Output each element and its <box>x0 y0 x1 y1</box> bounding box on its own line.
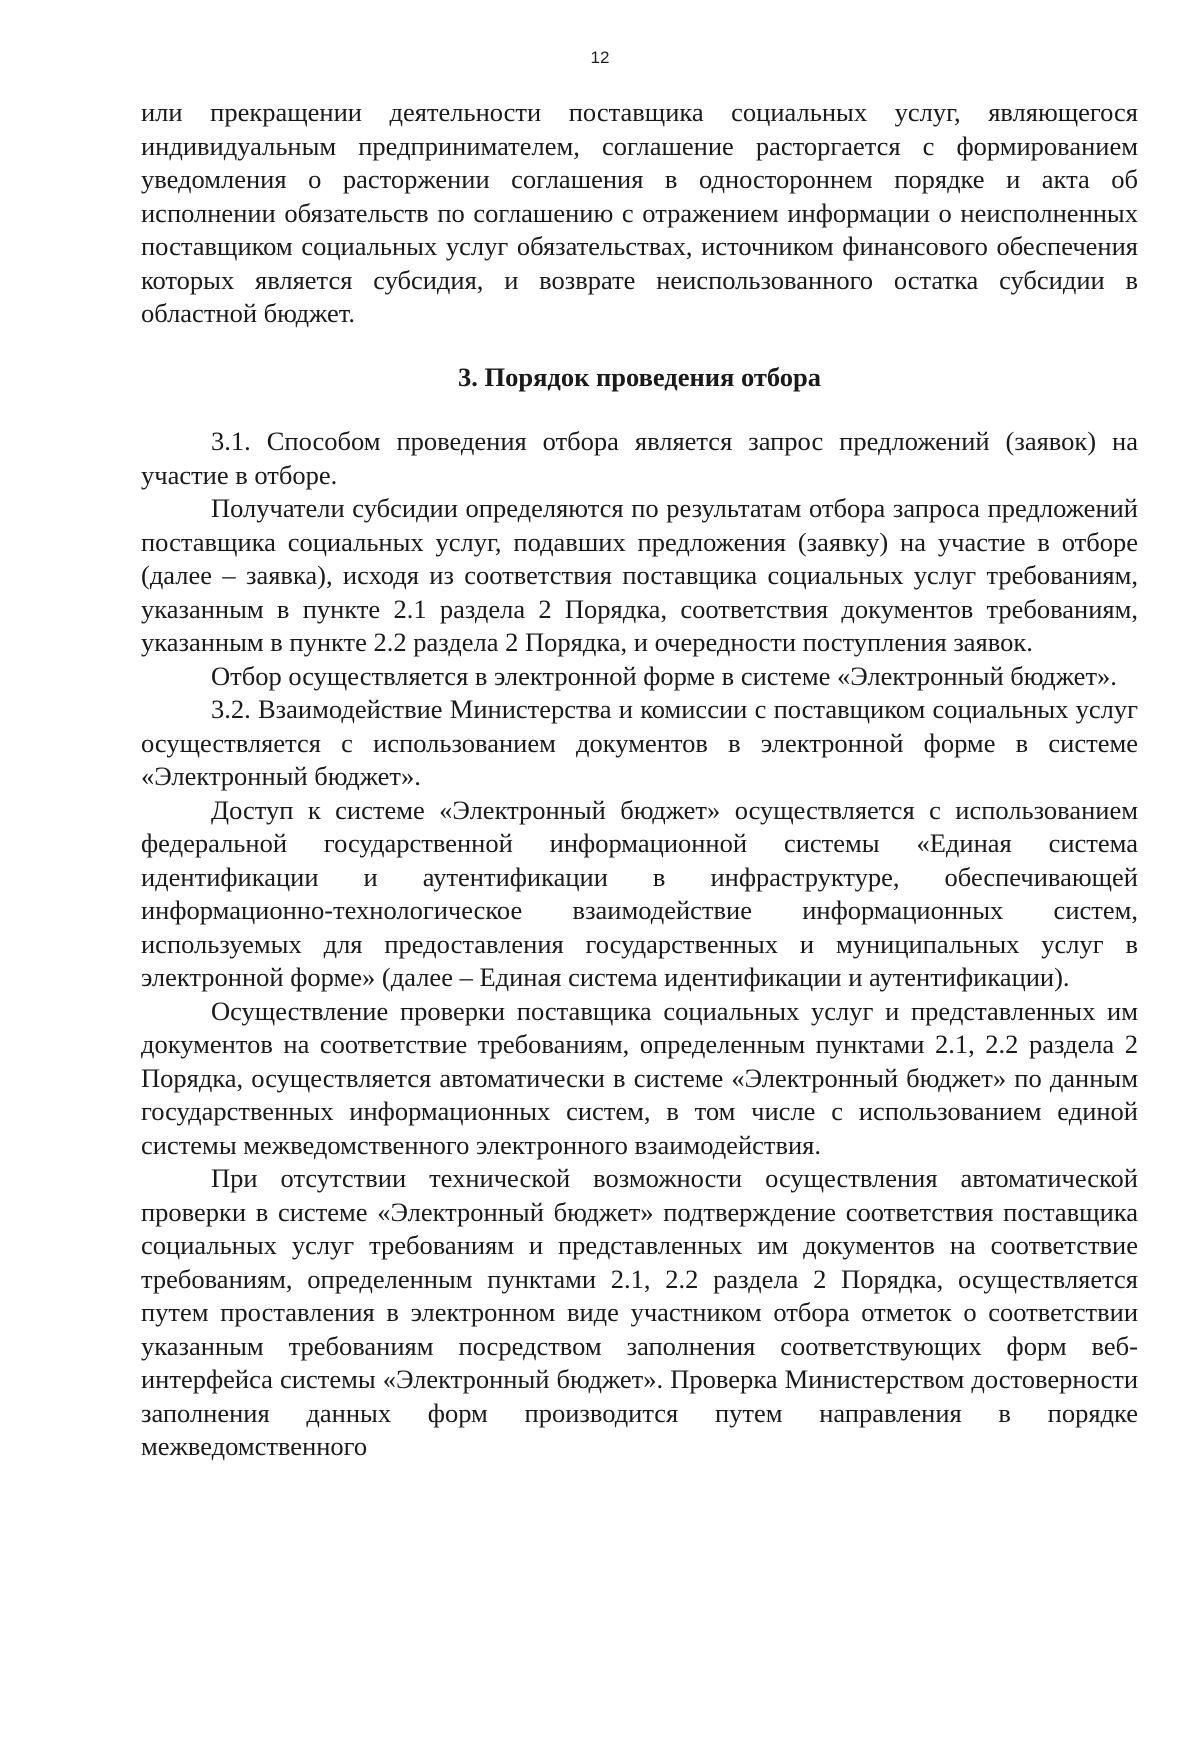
continued-paragraph: или прекращении деятельности поставщика социальных услуг, являющегося индивидуальным предпринимателем, соглашение расторгается с формированием уведомления о расторжении соглашения в одностороннем порядке и акта об исполнении обязательств по соглашению с отражением информации о неисполненных поставщиком социальных услуг обязательствах, источником финансового обеспечения которых является субсидия, и возврате неиспользованного остатка субсидии в областной бюджет. <box>141 97 1138 328</box>
paragraph-3-2: 3.2. Взаимодействие Министерства и комиссии с поставщиком социальных услуг осуществляется с использованием документов в электронной форме в системе «Электронный бюджет». <box>141 694 1138 791</box>
paragraph-access: Доступ к системе «Электронный бюджет» осуществляется с использованием федеральной государственной информационной системы «Единая система идентификации и аутентификации в инфраструктуре, обеспечивающей информационно-технологическое взаимодействие информационных систем, используемых для предоставления государственных и муниципальных услуг в электронной форме» (далее – Единая система идентификации и аутентификации). <box>141 794 1138 992</box>
page-number: 12 <box>590 48 610 67</box>
document-body <box>141 96 1138 1464</box>
paragraph-manual-check: При отсутствии технической возможности осуществления автоматической проверки в системе «Электронный бюджет» подтверждение соответствия поставщика социальных услуг требованиям и представленных им документов на соответствие требованиям, определенным пунктами 2.1, 2.2 раздела 2 Порядка, осуществляется путем проставления в электронном виде участником отбора отметок о соответствии указанным требованиям посредством заполнения соответствующих форм веб-интерфейса системы «Электронный бюджет». Проверка Министерством достоверности заполнения данных форм производится путем направления в порядке межведомственного <box>141 1163 1138 1461</box>
paragraph-verification: Осуществление проверки поставщика социальных услуг и представленных им документов на соответствие требованиям, определенным пунктами 2.1, 2.2 раздела 2 Порядка, осуществляется автоматически в системе «Электронный бюджет» по данным государственных информационных систем, в том числе с использованием единой системы межведомственного электронного взаимодействия. <box>141 995 1138 1160</box>
paragraph-electronic-form: Отбор осуществляется в электронной форме в системе «Электронный бюджет». <box>211 660 1117 691</box>
paragraph-3-1: 3.1. Способом проведения отбора является запрос предложений (заявок) на участие в отборе. <box>141 426 1138 490</box>
section-heading: 3. Порядок проведения отбора <box>457 361 822 392</box>
paragraph-recipients: Получатели субсидии определяются по результатам отбора запроса предложений поставщика социальных услуг, подавших предложения (заявку) на участие в отборе (далее – заявка), исходя из соответствия поставщика социальных услуг требованиям, указанным в пункте 2.1 раздела 2 Порядка, соответствия документов требованиям, указанным в пункте 2.2 раздела 2 Порядка, и очередности поступления заявок. <box>141 493 1138 657</box>
